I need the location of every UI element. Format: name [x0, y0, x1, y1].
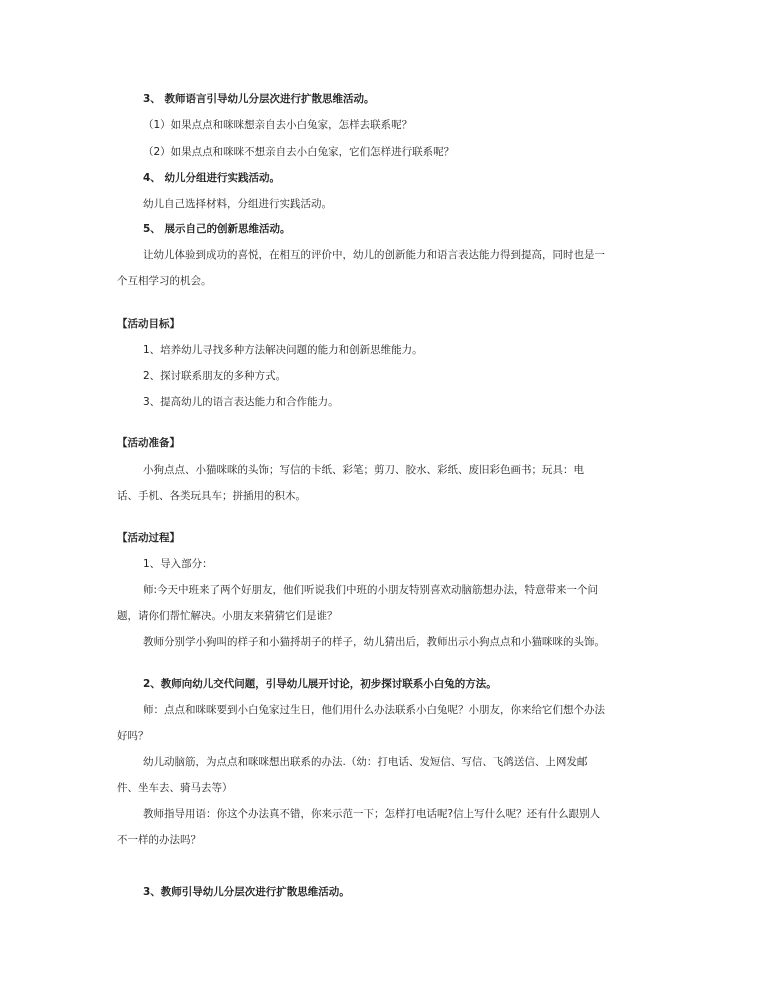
item-5-text-line-2: 个互相学习的机会。 — [117, 275, 212, 287]
goal-item-3: 3、提高幼儿的语言表达能力和合作能力。 — [143, 396, 339, 408]
step-3-heading: 3、教师引导幼儿分层次进行扩散思维活动。 — [143, 886, 350, 898]
goals-heading: 【活动目标】 — [117, 318, 180, 330]
step-2-para-3-line-2: 不一样的办法吗？ — [117, 834, 201, 846]
step-1-para-2: 教师分别学小狗叫的样子和小猫捋胡子的样子，幼儿猜出后，教师出示小狗点点和小猫咪咪的头饰。 — [143, 636, 605, 648]
step-1-para-1-line-2: 题，请你们帮忙解决。小朋友来猜猜它们是谁？ — [117, 610, 338, 622]
step-2-para-2-line-2: 件、坐车去、骑马去等） — [117, 782, 233, 794]
prep-text-line-2: 话、手机、各类玩具车；拼插用的积木。 — [117, 490, 306, 502]
step-2-para-1-line-1: 师：点点和咪咪要到小白兔家过生日，他们用什么办法联系小白兔呢？小朋友，你来给它们想个办法 — [143, 704, 605, 716]
step-2-para-3-line-1: 教师指导用语：你这个办法真不错，你来示范一下；怎样打电话呢?信上写什么呢？还有什么跟别人 — [143, 808, 601, 820]
goal-item-2: 2、探讨联系朋友的多种方式。 — [143, 370, 287, 382]
step-2-para-1-line-2: 好吗？ — [117, 730, 149, 742]
item-4-heading: 4、 幼儿分组进行实践活动。 — [143, 172, 280, 184]
step-1-para-1-line-1: 师:今天中班来了两个好朋友，他们听说我们中班的小朋友特别喜欢动脑筋想办法，特意带来一个问 — [143, 584, 599, 596]
question-2: （2）如果点点和咪咪不想亲自去小白兔家，它们怎样进行联系呢？ — [143, 146, 455, 158]
process-heading: 【活动过程】 — [117, 532, 180, 544]
item-5-text-line-1: 让幼儿体验到成功的喜悦，在相互的评价中，幼儿的创新能力和语言表达能力得到提高，同时也是一 — [143, 249, 605, 261]
step-1-heading: 1、导入部分： — [143, 558, 213, 570]
prep-text-line-1: 小狗点点、小猫咪咪的头饰；写信的卡纸、彩笔；剪刀、胶水、彩纸、废旧彩色画书；玩具：电 — [143, 464, 584, 476]
step-2-heading: 2、教师向幼儿交代问题，引导幼儿展开讨论，初步探讨联系小白兔的方法。 — [143, 678, 497, 690]
question-1: （1）如果点点和咪咪想亲自去小白兔家，怎样去联系呢？ — [143, 119, 413, 131]
step-2-para-2-line-1: 幼儿动脑筋，为点点和咪咪想出联系的办法.（幼：打电话、发短信、写信、飞鸽送信、上网发邮 — [143, 756, 588, 768]
item-5-heading: 5、 展示自己的创新思维活动。 — [143, 223, 291, 235]
item-4-text: 幼儿自己选择材料，分组进行实践活动。 — [143, 198, 332, 210]
goal-item-1: 1、培养幼儿寻找多种方法解决问题的能力和创新思维能力。 — [143, 344, 423, 356]
prep-heading: 【活动准备】 — [117, 437, 180, 449]
item-3-heading: 3、 教师语言引导幼儿分层次进行扩散思维活动。 — [143, 93, 375, 105]
